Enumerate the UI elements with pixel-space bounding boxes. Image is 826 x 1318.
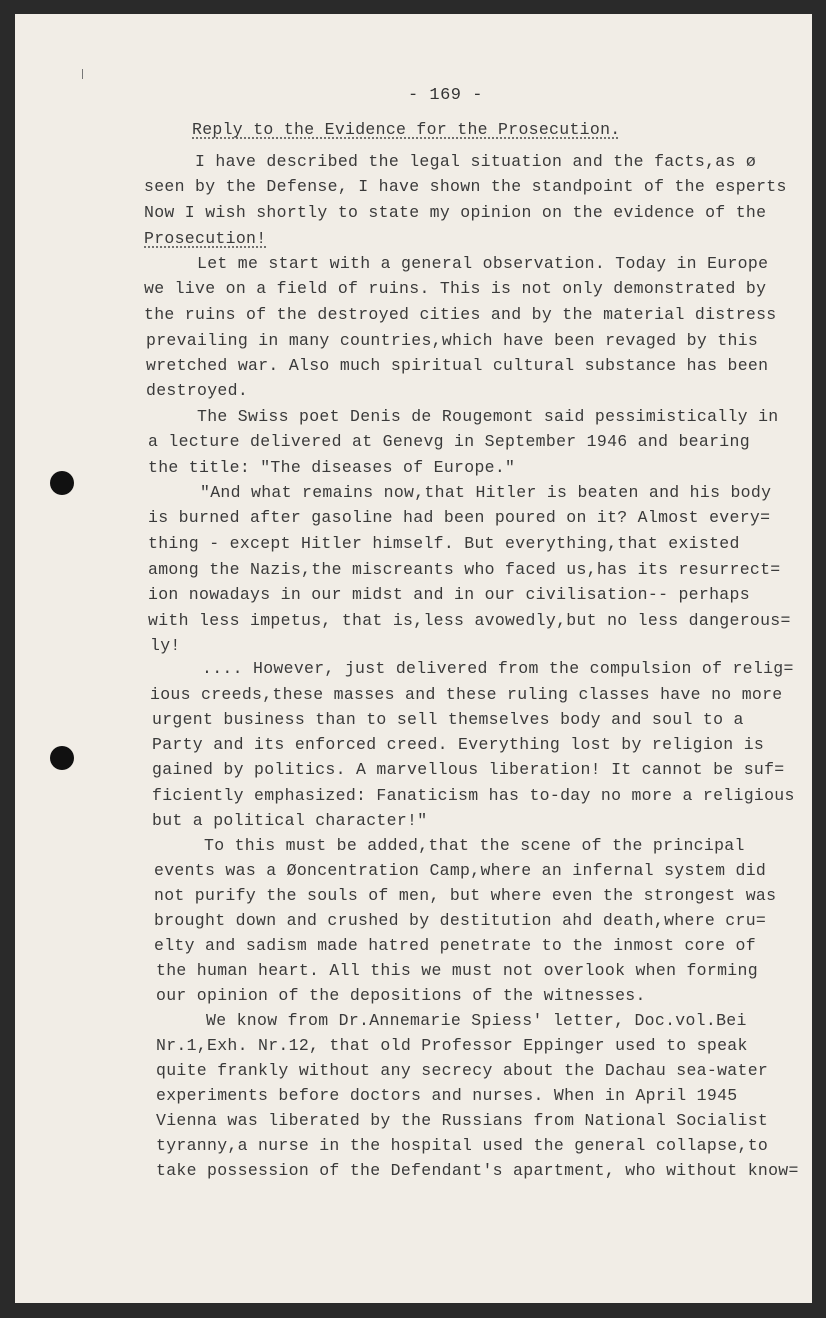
text-line: wretched war. Also much spiritual cultural substance has been xyxy=(146,356,769,375)
section-heading: Reply to the Evidence for the Prosecution. xyxy=(192,120,621,139)
text-line: urgent business than to sell themselves body and soul to a xyxy=(152,710,744,729)
text-line: prevailing in many countries,which have been revaged by this xyxy=(146,331,759,350)
text-line: events was a Øoncentration Camp,where an infernal system did xyxy=(154,861,767,880)
text-line: the human heart. All this we must not overlook when forming xyxy=(156,961,758,980)
text-line: ious creeds,these masses and these ruling classes have no more xyxy=(150,685,783,704)
margin-mark xyxy=(82,69,83,79)
text-line: The Swiss poet Denis de Rougemont said pessimistically in xyxy=(197,407,779,426)
text-line: take possession of the Defendant's apartment, who without know= xyxy=(156,1161,799,1180)
text-line: brought down and crushed by destitution ahd death,where cru= xyxy=(154,911,767,930)
text-line: To this must be added,that the scene of the principal xyxy=(204,836,745,855)
punch-hole-top xyxy=(50,471,74,495)
text-line: ion nowadays in our midst and in our civilisation-- perhaps xyxy=(148,585,750,604)
text-line: Let me start with a general observation. Today in Europe xyxy=(197,254,769,273)
text-line: thing - except Hitler himself. But everything,that existed xyxy=(148,534,740,553)
text-line: Vienna was liberated by the Russians from National Socialist xyxy=(156,1111,769,1130)
text-line: ly! xyxy=(150,636,181,655)
punch-hole-bottom xyxy=(50,746,74,770)
text-line: tyranny,a nurse in the hospital used the general collapse,to xyxy=(156,1136,769,1155)
text-line: is burned after gasoline had been poured on it? Almost every= xyxy=(148,508,771,527)
text-line: Party and its enforced creed. Everything lost by religion is xyxy=(152,735,765,754)
text-line: experiments before doctors and nurses. When in April 1945 xyxy=(156,1086,738,1105)
text-line: seen by the Defense, I have shown the standpoint of the esperts xyxy=(144,177,787,196)
text-line: we live on a field of ruins. This is not only demonstrated by xyxy=(144,279,767,298)
text-line: quite frankly without any secrecy about the Dachau sea-water xyxy=(156,1061,769,1080)
text-line: the ruins of the destroyed cities and by the material distress xyxy=(144,305,777,324)
text-line: a lecture delivered at Genevg in September 1946 and bearing xyxy=(148,432,750,451)
text-line: elty and sadism made hatred penetrate to the inmost core of xyxy=(154,936,756,955)
page-number: - 169 - xyxy=(408,86,483,105)
text-line: Now I wish shortly to state my opinion on the evidence of the xyxy=(144,203,767,222)
text-line: gained by politics. A marvellous liberation! It cannot be suf= xyxy=(152,760,785,779)
text-line: not purify the souls of men, but where even the strongest was xyxy=(154,886,777,905)
text-line: but a political character!" xyxy=(152,811,428,830)
text-line: ficiently emphasized: Fanaticism has to-day no more a religious xyxy=(152,786,795,805)
text-line: with less impetus, that is,less avowedly,but no less dangerous= xyxy=(148,611,791,630)
text-line: the title: "The diseases of Europe." xyxy=(148,458,516,477)
text-line: Prosecution! xyxy=(144,229,267,248)
text-line: Nr.1,Exh. Nr.12, that old Professor Eppinger used to speak xyxy=(156,1036,748,1055)
text-line: .... However, just delivered from the compulsion of relig= xyxy=(202,659,794,678)
text-line: our opinion of the depositions of the witnesses. xyxy=(156,986,646,1005)
text-line: "And what remains now,that Hitler is beaten and his body xyxy=(200,483,772,502)
text-line: We know from Dr.Annemarie Spiess' letter, Doc.vol.Bei xyxy=(206,1011,747,1030)
text-line: destroyed. xyxy=(146,381,249,400)
text-line: among the Nazis,the miscreants who faced us,has its resurrect= xyxy=(148,560,781,579)
document-page xyxy=(15,14,812,1303)
text-line: I have described the legal situation and the facts,as ø xyxy=(195,152,757,171)
